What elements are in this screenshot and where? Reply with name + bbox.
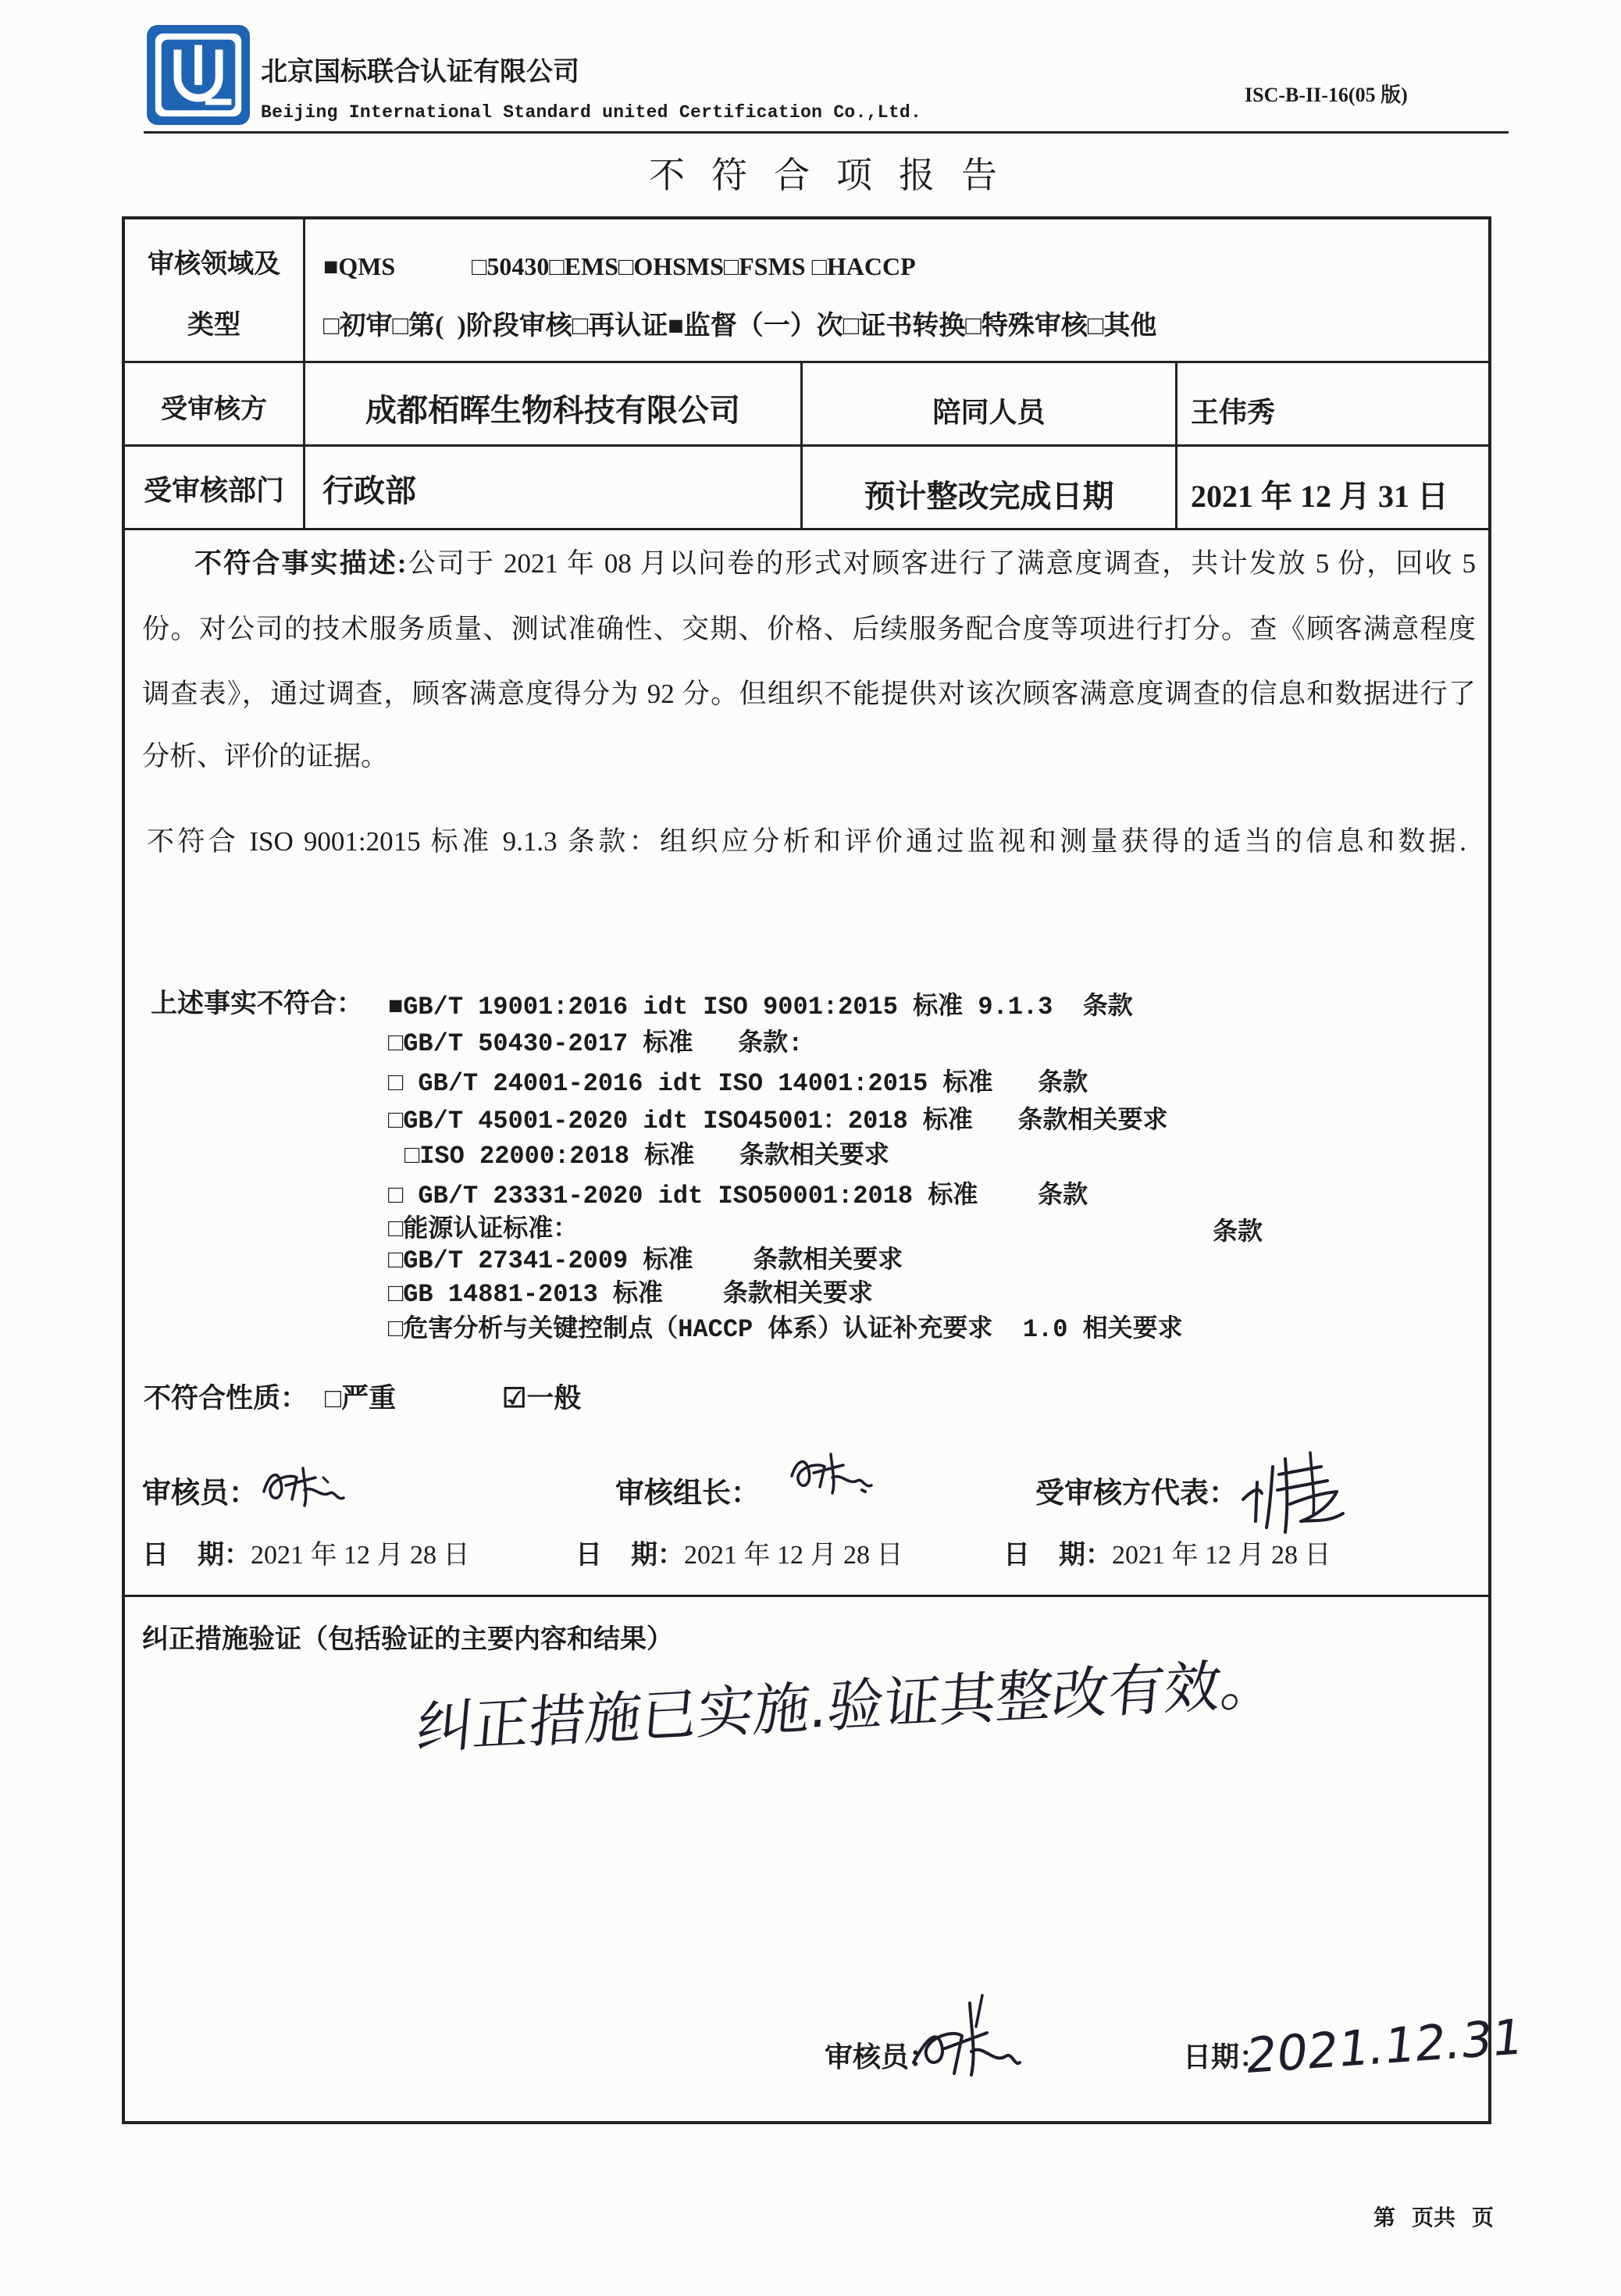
audit-type-options: □初审□第( )阶段审核□再认证■监督（一）次□证书转换□特殊审核□其他: [323, 312, 1157, 340]
standard-option: □GB/T 45001-2020 idt ISO45001：2018 标准 条款相关要求: [388, 1107, 1168, 1136]
severity-minor-option: ☑一般: [502, 1383, 582, 1414]
audit-type-label: 审核领域及: [148, 250, 280, 279]
clause-statement: 不符合 ISO 9001:2015 标准 9.1.3 条款：组织应分析和评价通过监视和测量获得的适当的信息和数据.: [147, 826, 1466, 857]
table-border-right: [1488, 216, 1491, 2124]
auditee-rep-label: 受审核方代表：: [1035, 1478, 1238, 1510]
auditor-date: 2021 年 12 月 28 日: [251, 1541, 470, 1570]
table-border-top: [122, 216, 1491, 219]
row-divider: [122, 528, 1491, 530]
escort-name: 王伟秀: [1191, 397, 1276, 428]
form-code: ISC-B-II-16(05 版): [1245, 84, 1408, 106]
company-name-en: Beijing International Standard united Certification Co.,Ltd.: [261, 102, 922, 123]
standard-option: □GB/T 50430-2017 标准 条款:: [388, 1029, 803, 1058]
standard-option: □能源认证标准：: [388, 1215, 579, 1244]
description-line: [194, 547, 1476, 580]
page-number: 第 页共 页: [1373, 2206, 1495, 2230]
company-logo-icon: [147, 25, 250, 125]
row-divider: [122, 1595, 1491, 1597]
verification-date-handwritten: 2021.12.31: [1243, 2007, 1527, 2085]
column-divider: [1175, 361, 1177, 529]
standard-option: ■GB/T 19001:2016 idt ISO 9001:2015 标准 9.1.3 条款: [388, 993, 1133, 1021]
description-line: 分析、评价的证据。: [142, 741, 389, 772]
auditor-date-field: [142, 1540, 470, 1572]
nonconformity-label: 上述事实不符合：: [151, 989, 363, 1018]
lead-auditor-signature: [787, 1445, 877, 1506]
column-divider: [303, 216, 305, 529]
severity-major-option: □严重: [325, 1383, 397, 1414]
verification-auditor-label: 审核员：: [825, 2041, 938, 2073]
department-label: 受审核部门: [143, 475, 284, 506]
page-title: 不符合项报告: [649, 155, 1024, 195]
auditee-rep-date: 2021 年 12 月 28 日: [1112, 1541, 1331, 1570]
standard-option: □ GB/T 23331-2020 idt ISO50001:2018 标准 条款: [388, 1182, 1088, 1210]
standard-option: □ISO 22000:2018 标准 条款相关要求: [404, 1142, 889, 1171]
due-date-value: 2021 年 12 月 31 日: [1191, 479, 1448, 514]
auditor-signature: [258, 1454, 347, 1518]
verification-date-label: 日期：: [1183, 2041, 1268, 2073]
header-rule: [144, 131, 1509, 134]
lead-auditor-label: 审核组长：: [615, 1478, 760, 1510]
description-text: 公司于 2021 年 08 月以问卷的形式对顾客进行了满意度调查，共计发放 5 份，回收 5: [406, 548, 1476, 579]
date-label: 日 期：: [575, 1541, 684, 1570]
verification-heading: 纠正措施验证（包括验证的主要内容和结果）: [142, 1625, 673, 1654]
lead-auditor-date-field: [575, 1540, 903, 1572]
description-line: 调查表》，通过调查，顾客满意度得分为 92 分。但组织不能提供对该次顾客满意度调查的信息和数据进行了: [142, 679, 1476, 709]
date-label: 日 期：: [142, 1541, 251, 1570]
auditee-name: 成都栢晖生物科技有限公司: [365, 393, 740, 428]
escort-label: 陪同人员: [932, 397, 1046, 428]
audit-domain-options: □50430□EMS□OHSMS□FSMS □HACCP: [472, 252, 916, 280]
audit-type-label-cont: 类型: [187, 311, 240, 340]
audit-domain-selected: ■QMS: [323, 252, 396, 280]
table-border-bottom: [122, 2121, 1491, 2124]
auditor-label: 审核员：: [142, 1478, 258, 1510]
auditee-label: 受审核方: [161, 395, 267, 424]
auditee-rep-signature: [1235, 1435, 1352, 1541]
department-name: 行政部: [322, 473, 416, 508]
auditee-rep-date-field: [1003, 1540, 1331, 1572]
standard-option: □危害分析与关键控制点（HACCP 体系）认证补充要求 1.0 相关要求: [388, 1315, 1183, 1344]
standard-option: □GB 14881-2013 标准 条款相关要求: [388, 1280, 873, 1309]
description-line: 份。对公司的技术服务质量、测试准确性、交期、价格、后续服务配合度等项进行打分。查《顾客满意程度: [142, 614, 1476, 644]
verification-result-handwritten: 纠正措施已实施.验证其整改有效。: [414, 1650, 1281, 1762]
verification-auditor-signature: [906, 1988, 1023, 2091]
standard-option: □ GB/T 24001-2016 idt ISO 14001:2015 标准 条款: [388, 1069, 1088, 1098]
due-date-label: 预计整改完成日期: [864, 479, 1114, 514]
company-name-cn: 北京国标联合认证有限公司: [261, 56, 579, 87]
row-divider: [122, 361, 1491, 363]
energy-clause-label: 条款: [1213, 1218, 1263, 1247]
row-divider: [122, 444, 1491, 447]
standard-option: □GB/T 27341-2009 标准 条款相关要求: [388, 1246, 903, 1275]
severity-label: 不符合性质：: [144, 1383, 308, 1414]
description-label: 不符合事实描述:: [194, 548, 407, 579]
date-label: 日 期：: [1003, 1541, 1112, 1570]
lead-auditor-date: 2021 年 12 月 28 日: [684, 1541, 903, 1570]
